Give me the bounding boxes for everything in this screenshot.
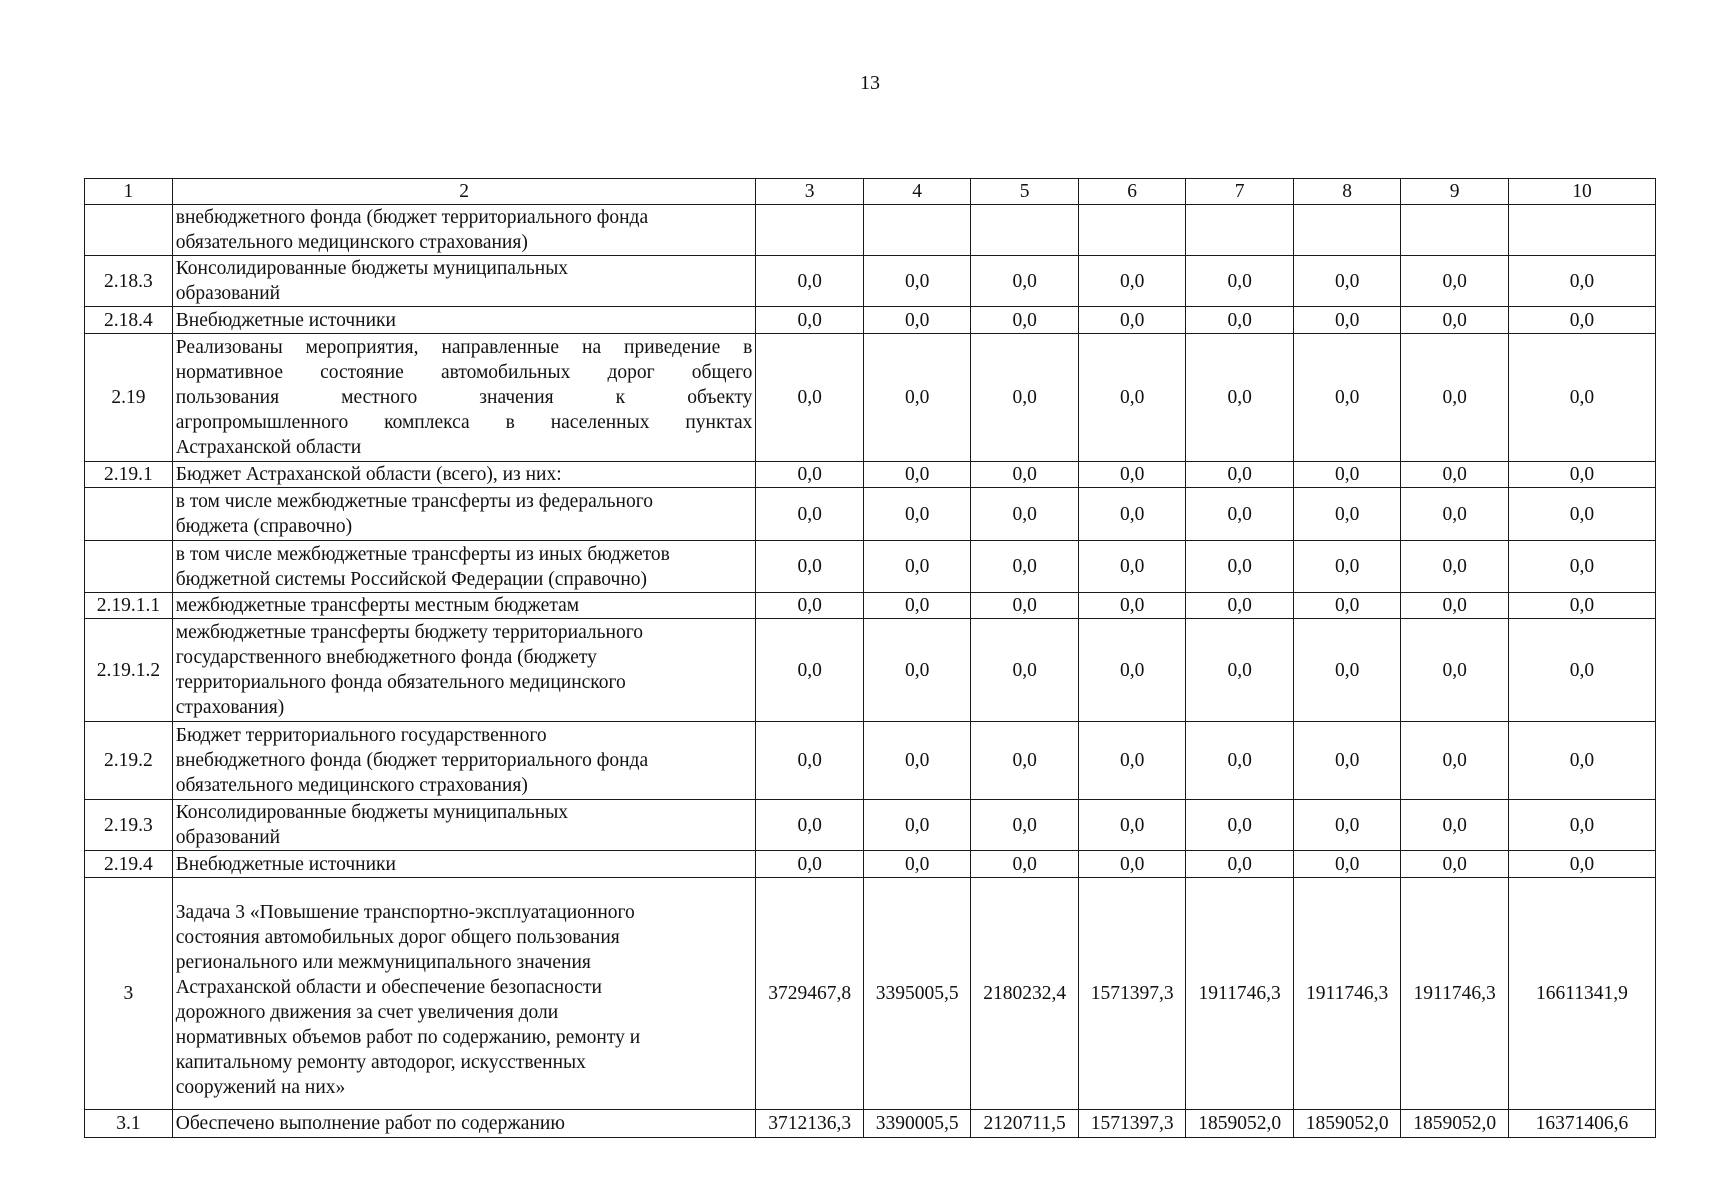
value-cell [1508,205,1655,256]
row-name-line: Реализованы мероприятия, направленные на приведение в [175,337,753,358]
row-name [172,619,756,722]
table-row [85,307,1656,334]
row-name-line: Внебюджетные источники [175,309,396,331]
value-cell: 0,0 [971,334,1079,462]
value-cell: 0,0 [1508,462,1655,488]
row-name [172,205,756,256]
row-code: 2.19 [85,334,173,462]
row-name-line: бюджета (справочно) [175,516,353,537]
value-cell: 0,0 [1401,619,1509,722]
row-name-line: государственного внебюджетного фонда (бюджету [175,647,597,668]
value-cell: 0,0 [756,722,864,800]
row-code: 3.1 [85,1110,173,1138]
value-cell: 0,0 [863,619,971,722]
value-cell: 0,0 [756,851,864,878]
value-cell: 0,0 [1401,800,1509,851]
value-cell: 0,0 [1293,488,1401,541]
value-cell: 0,0 [1401,851,1509,878]
value-cell: 0,0 [971,851,1079,878]
row-name-line: обязательного медицинского страхования) [175,775,528,796]
value-cell: 0,0 [1078,462,1186,488]
row-name-line: пользования местного значения к объекту [175,387,753,408]
value-cell: 0,0 [971,488,1079,541]
row-name [172,256,756,307]
value-cell: 0,0 [1401,307,1509,334]
budget-table [84,178,1656,1138]
value-cell: 0,0 [1078,722,1186,800]
row-name [172,800,756,851]
value-cell: 0,0 [971,462,1079,488]
column-header: 9 [1401,179,1509,205]
column-header: 6 [1078,179,1186,205]
row-code: 2.19.2 [85,722,173,800]
row-code: 2.19.1.2 [85,619,173,722]
value-cell: 0,0 [1508,800,1655,851]
value-cell: 0,0 [1078,800,1186,851]
value-cell: 3395005,5 [863,878,971,1110]
value-cell: 0,0 [1078,488,1186,541]
column-number-row [85,179,1656,205]
row-name [172,462,756,488]
value-cell [1293,205,1401,256]
table-row [85,800,1656,851]
row-name-line: в том числе межбюджетные трансферты из федерального [175,491,653,512]
value-cell: 0,0 [1293,619,1401,722]
row-code: 2.18.4 [85,307,173,334]
row-code [85,541,173,593]
value-cell: 0,0 [1508,722,1655,800]
value-cell: 0,0 [756,488,864,541]
row-name-line: страхования) [175,697,285,718]
value-cell: 0,0 [1078,541,1186,593]
row-name-line: территориального фонда обязательного медицинского [175,672,626,693]
table-row [85,1110,1656,1138]
value-cell [1401,205,1509,256]
row-name-line: внебюджетного фонда (бюджет территориального фонда [175,207,649,228]
value-cell: 0,0 [1078,619,1186,722]
value-cell: 0,0 [971,541,1079,593]
value-cell: 0,0 [756,334,864,462]
table-row [85,256,1656,307]
value-cell: 3712136,3 [756,1110,864,1138]
value-cell: 0,0 [1078,307,1186,334]
row-name-line: Астраханской области и обеспечение безопасности [175,976,602,998]
table-body [85,205,1656,1138]
value-cell: 0,0 [1293,334,1401,462]
value-cell: 0,0 [1401,334,1509,462]
value-cell: 0,0 [863,541,971,593]
row-name [172,334,756,462]
column-header: 4 [863,179,971,205]
table-row [85,541,1656,593]
value-cell: 0,0 [756,800,864,851]
value-cell: 0,0 [1186,307,1294,334]
value-cell: 0,0 [863,307,971,334]
value-cell: 0,0 [971,307,1079,334]
row-name-line: Консолидированные бюджеты муниципальных [175,258,569,279]
row-name-line: обязательного медицинского страхования) [175,232,528,253]
column-header: 1 [85,179,173,205]
value-cell: 0,0 [1186,488,1294,541]
value-cell: 0,0 [863,722,971,800]
row-name-line: Бюджет Астраханской области (всего), из них: [175,464,562,485]
value-cell [1078,205,1186,256]
table-row [85,878,1656,1110]
value-cell: 1911746,3 [1186,878,1294,1110]
row-code: 2.19.3 [85,800,173,851]
value-cell: 0,0 [971,722,1079,800]
value-cell: 0,0 [1401,488,1509,541]
table-row [85,462,1656,488]
table-row [85,593,1656,619]
row-name-line: межбюджетные трансферты местным бюджетам [175,595,580,616]
value-cell: 1859052,0 [1186,1110,1294,1138]
value-cell: 0,0 [756,619,864,722]
value-cell: 1859052,0 [1293,1110,1401,1138]
value-cell: 0,0 [1508,334,1655,462]
value-cell: 0,0 [971,800,1079,851]
value-cell: 0,0 [1293,462,1401,488]
value-cell: 16371406,6 [1508,1110,1655,1138]
row-name-line: дорожного движения за счет увеличения доли [175,1001,559,1023]
value-cell: 0,0 [1508,593,1655,619]
row-name-line: Бюджет территориального государственного [175,725,547,746]
row-name-line: Задача 3 «Повышение транспортно-эксплуатационного [175,901,635,923]
value-cell: 0,0 [1186,800,1294,851]
value-cell: 0,0 [1186,256,1294,307]
value-cell: 2120711,5 [971,1110,1079,1138]
value-cell: 0,0 [863,800,971,851]
row-code: 2.19.1 [85,462,173,488]
value-cell: 0,0 [1508,307,1655,334]
table-row [85,851,1656,878]
value-cell: 0,0 [1186,593,1294,619]
value-cell: 1571397,3 [1078,1110,1186,1138]
value-cell: 0,0 [863,256,971,307]
value-cell: 0,0 [1508,851,1655,878]
value-cell: 0,0 [756,256,864,307]
value-cell: 0,0 [756,541,864,593]
value-cell: 0,0 [756,462,864,488]
row-name-line: в том числе межбюджетные трансферты из иных бюджетов [175,543,670,565]
value-cell [756,205,864,256]
value-cell: 0,0 [1508,541,1655,593]
row-name [172,722,756,800]
table-row [85,205,1656,256]
value-cell: 0,0 [1078,256,1186,307]
value-cell: 0,0 [863,462,971,488]
row-name-line: состояния автомобильных дорог общего пользования [175,926,620,948]
table-row [85,619,1656,722]
value-cell: 0,0 [1186,462,1294,488]
row-name [172,488,756,541]
value-cell: 0,0 [971,256,1079,307]
value-cell: 0,0 [971,593,1079,619]
value-cell: 0,0 [1401,593,1509,619]
value-cell: 0,0 [1293,256,1401,307]
column-header: 7 [1186,179,1294,205]
table-row [85,488,1656,541]
row-name-line: регионального или межмуниципального значения [175,951,591,973]
row-name-line: Внебюджетные источники [175,853,396,875]
row-name-line: капитальному ремонту автодорог, искусственных [175,1051,586,1073]
row-code [85,205,173,256]
row-name-line: внебюджетного фонда (бюджет территориального фонда [175,750,649,771]
row-name [172,1110,756,1138]
value-cell: 0,0 [1293,541,1401,593]
value-cell: 1571397,3 [1078,878,1186,1110]
row-name-line: Астраханской области [175,437,362,458]
value-cell: 0,0 [863,593,971,619]
row-name-line: Обеспечено выполнение работ по содержанию [175,1113,565,1134]
value-cell: 0,0 [1186,851,1294,878]
value-cell: 0,0 [1293,307,1401,334]
column-header: 5 [971,179,1079,205]
value-cell: 1911746,3 [1293,878,1401,1110]
value-cell: 0,0 [1508,488,1655,541]
value-cell: 0,0 [1293,593,1401,619]
row-name [172,851,756,878]
value-cell: 0,0 [1401,462,1509,488]
value-cell: 2180232,4 [971,878,1079,1110]
row-name-line: образований [175,283,281,304]
row-name [172,307,756,334]
value-cell: 1911746,3 [1401,878,1509,1110]
table-row [85,722,1656,800]
row-code: 2.18.3 [85,256,173,307]
column-header: 3 [756,179,864,205]
value-cell: 0,0 [863,334,971,462]
value-cell: 0,0 [1293,800,1401,851]
value-cell [1186,205,1294,256]
row-code: 2.19.1.1 [85,593,173,619]
value-cell: 0,0 [1401,722,1509,800]
row-code: 2.19.4 [85,851,173,878]
row-name [172,878,756,1110]
row-name [172,541,756,593]
row-code [85,488,173,541]
row-name-line: сооружений на них» [175,1076,346,1098]
value-cell: 0,0 [1078,334,1186,462]
value-cell: 0,0 [863,851,971,878]
value-cell: 0,0 [1401,541,1509,593]
value-cell: 0,0 [1186,722,1294,800]
value-cell: 0,0 [756,593,864,619]
row-name-line: агропромышленного комплекса в населенных пунктах [175,412,753,433]
value-cell: 3729467,8 [756,878,864,1110]
table-row [85,334,1656,462]
row-name [172,593,756,619]
value-cell: 1859052,0 [1401,1110,1509,1138]
column-header: 10 [1508,179,1655,205]
page-number: 13 [860,72,880,94]
value-cell: 0,0 [1508,619,1655,722]
row-name-line: межбюджетные трансферты бюджету территориального [175,622,644,643]
column-header: 8 [1293,179,1401,205]
value-cell: 0,0 [1078,851,1186,878]
value-cell: 0,0 [863,488,971,541]
column-header: 2 [172,179,756,205]
value-cell [971,205,1079,256]
value-cell: 0,0 [971,619,1079,722]
value-cell: 0,0 [1186,619,1294,722]
row-name-line: нормативное состояние автомобильных дорог общего [175,362,753,383]
value-cell: 16611341,9 [1508,878,1655,1110]
value-cell: 0,0 [1078,593,1186,619]
value-cell: 0,0 [756,307,864,334]
row-name-line: образований [175,827,281,848]
row-code: 3 [85,878,173,1110]
row-name-line: нормативных объемов работ по содержанию, ремонту и [175,1026,641,1048]
row-name-line: бюджетной системы Российской Федерации (справочно) [175,568,648,590]
value-cell: 0,0 [1186,541,1294,593]
row-name-line: Консолидированные бюджеты муниципальных [175,802,569,823]
value-cell: 0,0 [1186,334,1294,462]
value-cell: 3390005,5 [863,1110,971,1138]
value-cell [863,205,971,256]
value-cell: 0,0 [1293,722,1401,800]
value-cell: 0,0 [1508,256,1655,307]
value-cell: 0,0 [1293,851,1401,878]
value-cell: 0,0 [1401,256,1509,307]
